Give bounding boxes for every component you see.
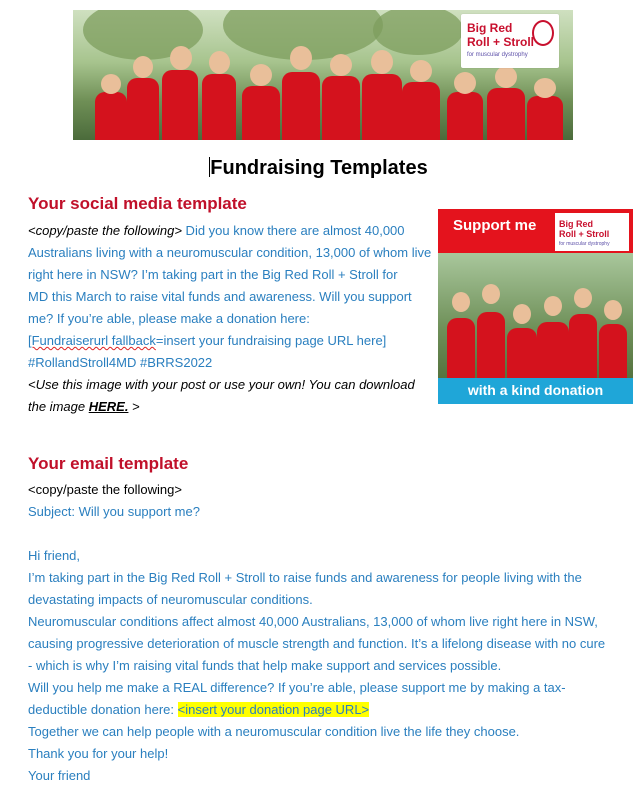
copy-note: <copy/paste the following> [28, 223, 182, 238]
banner-photo [73, 10, 573, 140]
image-note-3: > [128, 399, 140, 414]
email-p2-3: - which is why I’m raising vital funds that help make support and services possible. [28, 658, 502, 673]
card-photo [438, 253, 633, 378]
logo-line-2: Roll + Stroll [467, 35, 535, 49]
social-media-heading: Your social media template [28, 194, 247, 213]
support-me-image [438, 209, 633, 404]
email-p1-1: I’m taking part in the Big Red Roll + Stroll to raise funds and awareness for people living with the [28, 570, 582, 585]
email-p1-2: devastating impacts of neuromuscular conditions. [28, 592, 313, 607]
logo-tagline: for muscular dystrophy [467, 52, 528, 58]
social-body-4: MD this March to raise vital funds and awareness. Will you support [28, 289, 412, 304]
kind-donation-text: with a kind donation [467, 382, 604, 398]
support-me-text: Support me [453, 217, 537, 234]
email-p2-2: causing progressive deterioration of muscle strength and function. It’s a lifelong disease with no cure [28, 636, 606, 651]
hashtags: #RollandStroll4MD #BRRS2022 [28, 355, 213, 370]
big-red-roll-stroll-logo [461, 14, 559, 68]
image-note-1: <Use this image with your post or use your own! You can download [28, 377, 415, 392]
social-body-2: Australians living with a neuromuscular condition, 13,000 of whom live [28, 245, 432, 260]
card-logo-line-2: Roll + Stroll [559, 229, 610, 239]
social-media-template-text[interactable] [28, 220, 432, 418]
card-footer [438, 378, 633, 404]
page-title [0, 157, 637, 180]
wheelchair-mark-icon [532, 20, 554, 46]
merge-field-rest: =insert your fundraising page URL here] [155, 333, 387, 348]
social-body-3: right here in NSW? I’m taking part in the Big Red Roll + Stroll for [28, 267, 398, 282]
email-thanks: Thank you for your help! [28, 746, 169, 761]
logo-line-1: Big Red [467, 21, 513, 35]
card-logo-line-1: Big Red [559, 219, 594, 229]
email-signoff: Your friend [28, 768, 91, 783]
card-header [438, 209, 633, 253]
email-p2-1: Neuromuscular conditions affect almost 40,000 Australians, 13,000 of whom live right here in NSW, [28, 614, 598, 629]
email-heading: Your email template [28, 454, 189, 473]
social-body-5: me? If you’re able, please make a donation here: [28, 311, 310, 326]
email-copy-note: <copy/paste the following> [28, 482, 182, 497]
donation-url-placeholder: <insert your donation page URL> [177, 702, 370, 717]
social-body-1: Did you know there are almost 40,000 [181, 223, 405, 238]
email-p3-1: Will you help me make a REAL difference? If you’re able, please support me by making a tax- [28, 680, 566, 695]
email-p3-2: deductible donation here: [28, 702, 178, 717]
image-note-2: the image [28, 399, 89, 414]
email-template-text[interactable] [28, 479, 618, 787]
download-image-link[interactable]: HERE. [88, 399, 129, 414]
card-logo [555, 213, 629, 251]
page-title-text: Fundraising Templates [210, 157, 428, 179]
email-p4: Together we can help people with a neuromuscular condition live the life they choose. [28, 724, 520, 739]
merge-field: [Fundraiserurl fallback [28, 333, 156, 348]
email-subject: Subject: Will you support me? [28, 504, 200, 519]
card-logo-tagline: for muscular dystrophy [559, 241, 610, 247]
email-greeting: Hi friend, [28, 548, 81, 563]
